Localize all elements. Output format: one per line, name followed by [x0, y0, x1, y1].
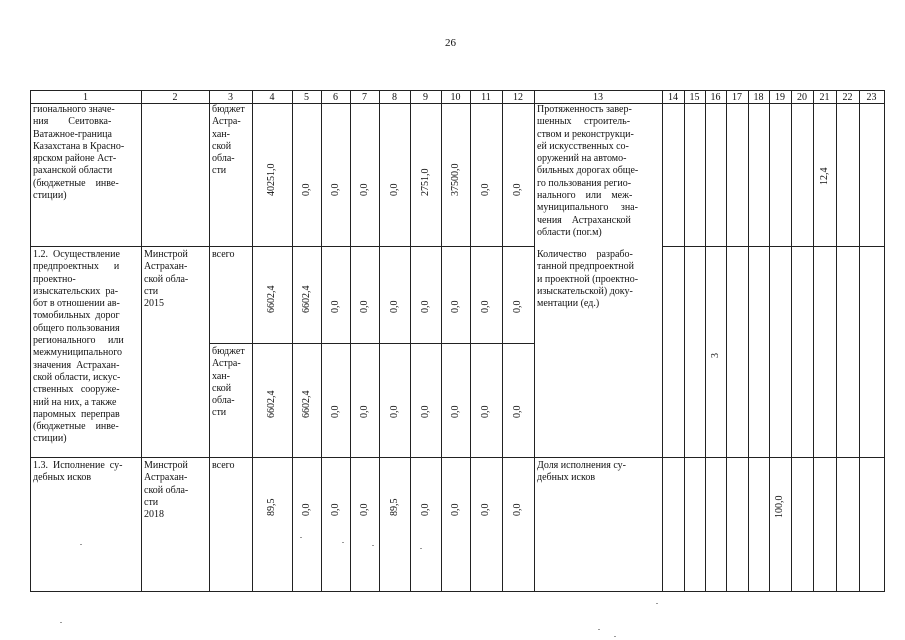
- activity-cell: 1.2. Осуществление предпроектных и проектно- изыскательских ра- бот в отношении ав- томобильных дорог общего пользования регионального или межмуниципального значения Астрахан- ской области, искус- ственных сооруже- ний на них, а также паромных переправ (бюджетные инве- стиции): [33, 249, 124, 445]
- value-cell: 89,5: [266, 498, 277, 516]
- column-header-22: 22: [842, 92, 853, 103]
- value-cell: 0,0: [480, 300, 491, 313]
- scan-speck: [420, 548, 422, 549]
- table-rule: [209, 343, 535, 344]
- column-header-19: 19: [775, 92, 785, 103]
- value-cell: 0,0: [419, 405, 431, 418]
- value-cell: 6602,4: [266, 285, 277, 313]
- value-cell: 0,0: [449, 300, 461, 313]
- source-cell: всего: [212, 249, 235, 260]
- executor-cell: Минстрой Астрахан- ской обла- сти 2015: [144, 249, 189, 310]
- value-cell: 89,5: [388, 498, 400, 516]
- table-rule: [769, 90, 770, 592]
- indicator-cell: Количество разрабо- танной предпроектной и проектной (проектно- изыскательской) доку- ментации (ед.): [537, 249, 639, 310]
- table-rule: [534, 90, 535, 592]
- source-cell: всего: [212, 460, 235, 471]
- value-cell: 0,0: [512, 183, 523, 196]
- scan-speck: [80, 544, 82, 545]
- scan-speck: [372, 545, 374, 546]
- target-value: 3: [709, 353, 721, 358]
- column-header-16: 16: [710, 92, 721, 103]
- column-header-9: 9: [423, 92, 428, 103]
- value-cell: 0,0: [300, 183, 312, 196]
- table-rule: [836, 90, 837, 592]
- source-cell: бюджет Астра- хан- ской обла- сти: [212, 346, 245, 419]
- table-rule: [252, 90, 253, 592]
- column-header-4: 4: [269, 92, 275, 103]
- table-rule: [30, 591, 885, 592]
- page-number: 26: [445, 37, 456, 49]
- value-cell: 0,0: [512, 300, 523, 313]
- column-header-14: 14: [668, 92, 678, 103]
- value-cell: 37500,0: [449, 163, 461, 196]
- value-cell: 0,0: [449, 503, 461, 516]
- value-cell: 0,0: [329, 183, 341, 196]
- column-header-13: 13: [593, 92, 603, 103]
- value-cell: 0,0: [358, 503, 370, 516]
- table-rule: [30, 457, 885, 458]
- table-rule: [30, 246, 535, 247]
- column-header-10: 10: [450, 92, 461, 103]
- value-cell: 40251,0: [266, 163, 277, 196]
- table-rule: [350, 90, 351, 592]
- value-cell: 0,0: [358, 300, 370, 313]
- column-header-7: 7: [362, 92, 367, 103]
- table-rule: [141, 90, 142, 592]
- column-header-3: 3: [228, 92, 233, 103]
- table-rule: [321, 90, 322, 592]
- scan-speck: [614, 636, 616, 637]
- scan-speck: [656, 603, 658, 604]
- table-rule: [748, 90, 749, 592]
- column-header-23: 23: [866, 92, 877, 103]
- scan-speck: [300, 537, 302, 538]
- table-rule: [662, 90, 663, 592]
- activity-cell: 1.3. Исполнение су- дебных исков: [33, 460, 123, 484]
- column-header-5: 5: [304, 92, 309, 103]
- value-cell: 0,0: [480, 503, 491, 516]
- table-rule: [410, 90, 411, 592]
- table-rule: [30, 90, 31, 592]
- table-rule: [705, 90, 706, 592]
- column-header-11: 11: [481, 92, 491, 103]
- value-cell: 0,0: [449, 405, 461, 418]
- column-header-20: 20: [797, 92, 807, 103]
- value-cell: 0,0: [358, 405, 370, 418]
- column-header-21: 21: [819, 92, 830, 103]
- value-cell: 6602,4: [300, 390, 312, 418]
- value-cell: 0,0: [388, 300, 400, 313]
- value-cell: 0,0: [480, 405, 491, 418]
- executor-cell: Минстрой Астрахан- ской обла- сти 2018: [144, 460, 189, 521]
- column-header-1: 1: [83, 92, 88, 103]
- table-rule: [662, 246, 885, 247]
- value-cell: 6602,4: [266, 390, 277, 418]
- table-rule: [292, 90, 293, 592]
- table-rule: [441, 90, 442, 592]
- value-cell: 6602,4: [300, 285, 312, 313]
- value-cell: 2751,0: [419, 168, 431, 196]
- column-header-8: 8: [392, 92, 397, 103]
- target-value: 12,4: [818, 167, 830, 185]
- value-cell: 0,0: [358, 183, 370, 196]
- column-header-17: 17: [732, 92, 742, 103]
- scan-speck: [342, 542, 344, 543]
- value-cell: 0,0: [480, 183, 491, 196]
- table-rule: [859, 90, 860, 592]
- value-cell: 0,0: [419, 503, 431, 516]
- value-cell: 0,0: [388, 405, 400, 418]
- value-cell: 0,0: [419, 300, 431, 313]
- activity-cell: гионального значе- ния Сеитовка- Ватажное-граница Казахстана в Красно- ярском районе Аст- раханской области (бюджетные инве- стиции): [33, 104, 125, 202]
- table-rule: [30, 90, 885, 91]
- column-header-15: 15: [689, 92, 700, 103]
- column-header-18: 18: [753, 92, 764, 103]
- value-cell: 0,0: [300, 503, 312, 516]
- table-rule: [884, 90, 885, 592]
- source-cell: бюджет Астра- хан- ской обла- сти: [212, 104, 245, 177]
- table-rule: [813, 90, 814, 592]
- column-header-6: 6: [333, 92, 338, 103]
- table-rule: [684, 90, 685, 592]
- indicator-cell: Доля исполнения су- дебных исков: [537, 460, 627, 484]
- scan-speck: [598, 629, 600, 630]
- value-cell: 0,0: [329, 405, 341, 418]
- indicator-cell: Протяженность завер- шенных строитель- ством и реконструкци- ей искусственных со- оружений на автомо- бильных дорогах обще- го пользования регио- нального или меж- муниципального зна- чения Астраханской области (пог.м): [537, 104, 639, 238]
- value-cell: 0,0: [329, 300, 341, 313]
- target-value: 100,0: [774, 495, 785, 518]
- table-rule: [791, 90, 792, 592]
- value-cell: 0,0: [388, 183, 400, 196]
- table-rule: [726, 90, 727, 592]
- scan-speck: [60, 622, 62, 623]
- table-rule: [30, 103, 885, 104]
- table-rule: [470, 90, 471, 592]
- value-cell: 0,0: [512, 503, 523, 516]
- column-header-12: 12: [513, 92, 523, 103]
- table-rule: [502, 90, 503, 592]
- value-cell: 0,0: [329, 503, 341, 516]
- column-header-2: 2: [172, 92, 178, 103]
- value-cell: 0,0: [512, 405, 523, 418]
- table-rule: [379, 90, 380, 592]
